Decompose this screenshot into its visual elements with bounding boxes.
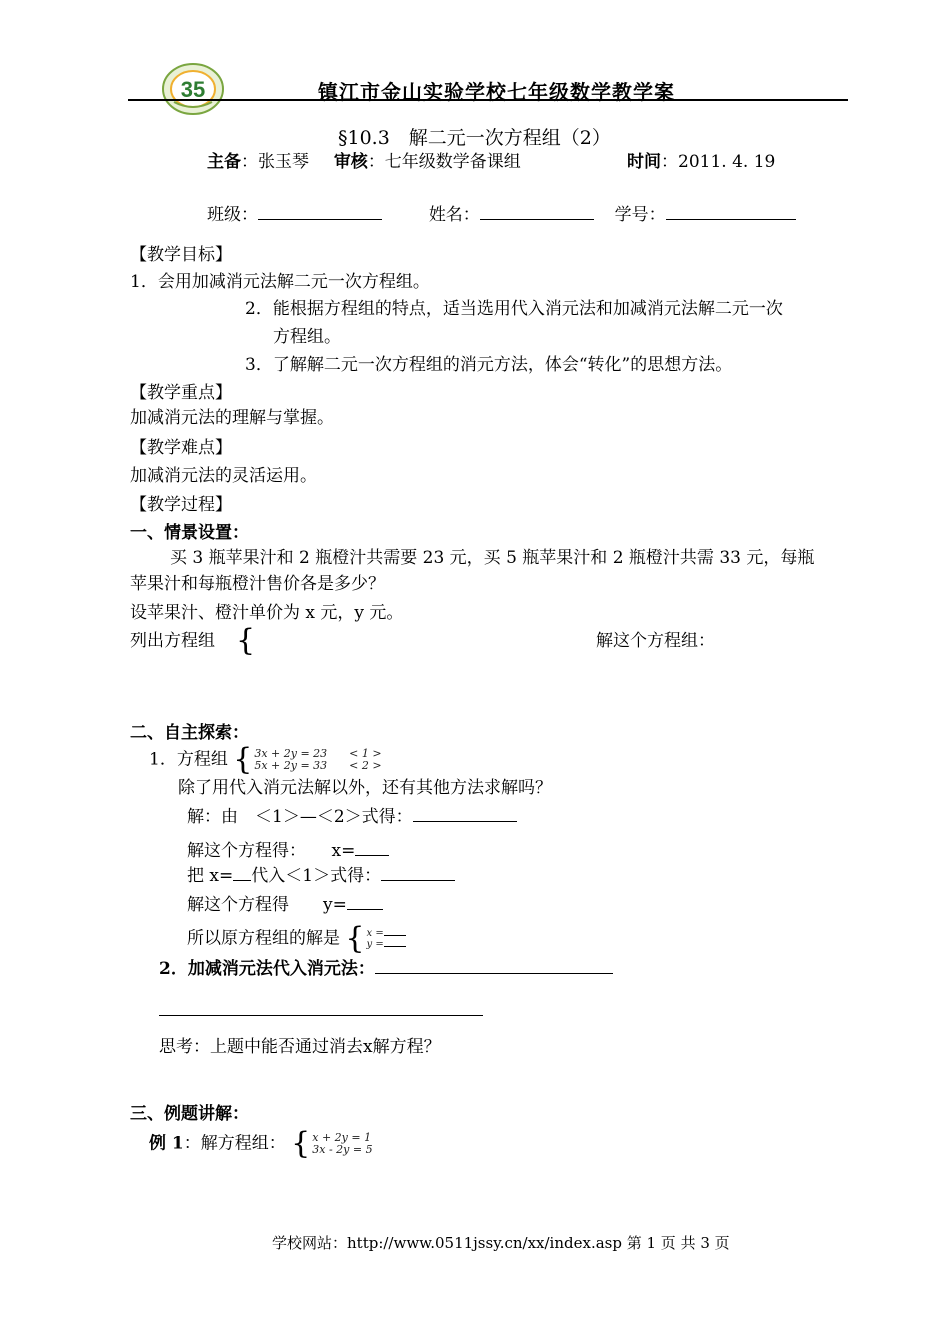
name-label: 姓名： <box>428 205 480 225</box>
y-answer[interactable] <box>347 909 383 910</box>
solve-system-label: 解这个方程组： <box>596 631 715 651</box>
school-emblem-icon <box>160 62 226 116</box>
question-2 <box>159 958 613 980</box>
left-brace-icon: { <box>233 742 253 777</box>
step-subtract-answer[interactable] <box>413 821 517 822</box>
question-1-label: 1．方程组 <box>149 749 228 770</box>
editor-label: 主备 <box>207 152 241 172</box>
problem-line-2: 苹果汁和每瓶橙汁售价各是多少？ <box>130 574 385 594</box>
left-brace-icon: { <box>345 921 365 956</box>
lesson-time <box>627 151 775 173</box>
reviewer-label: 审核 <box>333 152 368 172</box>
objective-1: 1．会用加减消元法解二元一次方程组。 <box>130 272 430 292</box>
substitute-answer[interactable] <box>381 880 455 881</box>
question-1 <box>149 742 382 777</box>
objective-3: 3．了解解二元一次方程组的消元方法，体会“转化”的思想方法。 <box>245 355 733 375</box>
set-variables: 设苹果汁、橙汁单价为 x 元，y 元。 <box>130 603 404 623</box>
question-2-text: 2．加减消元法代入消元法： <box>159 959 375 979</box>
x-value-blank[interactable] <box>233 880 251 881</box>
class-input[interactable] <box>258 219 382 220</box>
class-label: 班级： <box>207 205 258 225</box>
example-1-text: ：解方程组： <box>183 1133 286 1154</box>
solution-system <box>345 921 405 956</box>
name-input[interactable] <box>480 219 594 220</box>
step-solve-y-text: 解这个方程得 y= <box>187 895 347 915</box>
difficulty-text: 加减消元法的灵活运用。 <box>130 466 317 486</box>
time-value: ：2011. 4. 19 <box>661 152 776 172</box>
solution-x-blank[interactable] <box>384 935 406 936</box>
section2-heading: 二、自主探索： <box>130 723 249 743</box>
x-answer[interactable] <box>355 855 389 856</box>
key-point-text: 加减消元法的理解与掌握。 <box>130 408 334 428</box>
lesson-meta <box>207 151 521 173</box>
step-substitute-text: 代入＜1＞式得： <box>251 866 382 886</box>
question-2-answer-line2[interactable] <box>159 1015 483 1016</box>
equation-system-1 <box>233 742 382 777</box>
step-substitute-prefix: 把 x= <box>187 866 234 886</box>
question-2-answer-line1[interactable] <box>375 973 613 974</box>
lesson-title: §10.3 解二元一次方程组（2） <box>338 127 611 149</box>
svg-text:35: 35 <box>180 77 206 102</box>
list-system-label: 列出方程组 <box>130 631 215 651</box>
left-brace-icon: { <box>291 1126 311 1161</box>
step-solve-x-text: 解这个方程得： x= <box>187 841 356 861</box>
solution-y-blank[interactable] <box>384 946 406 947</box>
equation-2: 5x + 2y = 33 < 2 > <box>254 759 382 772</box>
solution-x-label: x = <box>366 928 384 939</box>
step-subtract <box>187 806 517 828</box>
process-heading: 【教学过程】 <box>130 495 232 515</box>
problem-line-1: 买 3 瓶苹果汁和 2 瓶橙汁共需要 23 元，买 5 瓶苹果汁和 2 瓶橙汁共需 33 元，每瓶 <box>170 548 815 568</box>
solution-y-label: y = <box>366 939 384 950</box>
student-id-input[interactable] <box>666 219 796 220</box>
example-1-label: 例 1 <box>149 1133 184 1154</box>
example-1-system <box>291 1126 373 1161</box>
student-fields <box>207 204 796 226</box>
left-brace-icon: { <box>236 623 256 658</box>
step-solve-x <box>187 840 389 862</box>
key-point-heading: 【教学重点】 <box>130 383 232 403</box>
difficulty-heading: 【教学难点】 <box>130 438 232 458</box>
objective-2-line2: 方程组。 <box>273 327 341 347</box>
example-1 <box>149 1126 373 1161</box>
think-prompt: 思考：上题中能否通过消去x解方程？ <box>159 1037 441 1057</box>
id-label: 学号： <box>614 205 666 225</box>
step-subtract-text: 解：由 ＜1＞—＜2＞式得： <box>187 807 413 827</box>
time-label: 时间 <box>627 152 661 172</box>
step-solve-y <box>187 894 383 916</box>
objectives-heading: 【教学目标】 <box>130 245 232 265</box>
header-title: 镇江市金山实验学校七年级数学教学案 <box>318 80 675 104</box>
step-solution <box>187 921 406 956</box>
step-substitute <box>187 865 455 887</box>
section1-heading: 一、情景设置： <box>130 523 249 543</box>
example-1-equation-2: 3x - 2y = 5 <box>312 1143 373 1156</box>
editor-value: ：张玉琴 <box>241 152 309 172</box>
page-footer: 学校网站：http://www.0511jssy.cn/xx/index.asp 第 1 页 共 3 页 <box>272 1234 730 1252</box>
reviewer-value: ：七年级数学备课组 <box>367 152 521 172</box>
section3-heading: 三、例题讲解： <box>130 1104 249 1124</box>
equation-1: 3x + 2y = 23 < 1 > <box>254 747 382 760</box>
question-1-prompt: 除了用代入消元法解以外，还有其他方法求解吗？ <box>178 778 552 798</box>
objective-2-line1: 2．能根据方程组的特点，适当选用代入消元法和加减消元法解二元一次 <box>245 299 783 319</box>
example-1-equation-1: x + 2y = 1 <box>312 1131 372 1144</box>
header-divider <box>128 99 848 101</box>
step-solution-text: 所以原方程组的解是 <box>187 928 340 949</box>
